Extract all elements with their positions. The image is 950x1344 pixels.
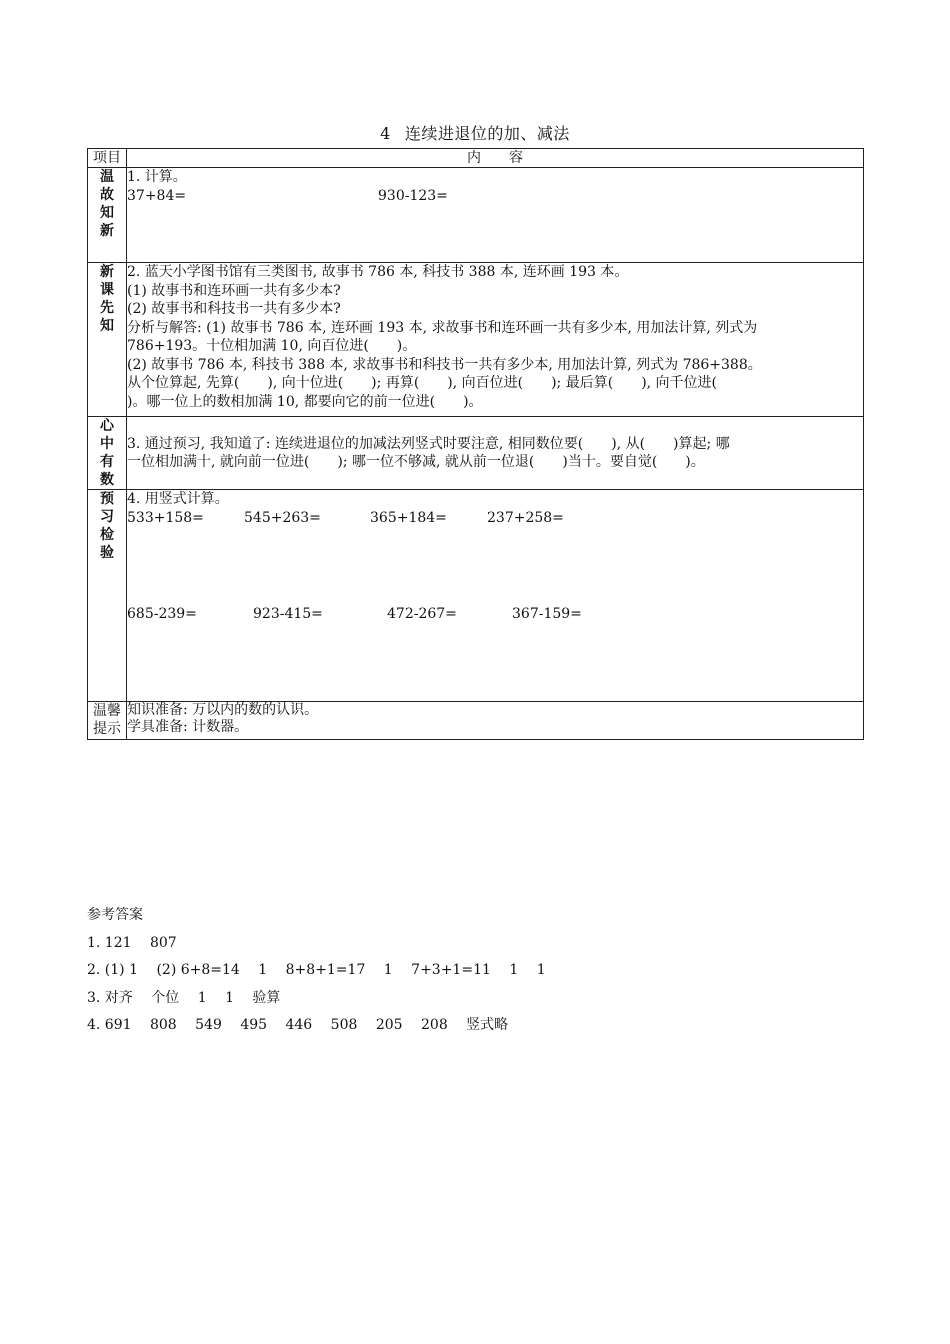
check-row-1 xyxy=(127,509,863,528)
answer-line: 2. (1) 1 (2) 6+8=14 1 8+8+1=17 1 7+3+1=11 1 1 xyxy=(87,962,546,978)
tips-content xyxy=(127,702,864,740)
check-expr: 365+184= xyxy=(370,509,447,526)
check-label: 预习检验 xyxy=(88,490,127,702)
tips-label: 温馨提示 xyxy=(88,702,127,740)
check-question: 4. 用竖式计算。 xyxy=(127,491,229,507)
preview-line: (2) 故事书和科技书一共有多少本? xyxy=(127,301,341,317)
preview-line: (2) 故事书 786 本, 科技书 388 本, 求故事书和科技书一共有多少本, 用加法计算, 列式为 786+388。 xyxy=(127,356,762,373)
preview-label: 新课先知 xyxy=(88,263,127,417)
preview-row xyxy=(88,263,864,417)
preview-content xyxy=(127,263,864,417)
review-content xyxy=(127,168,864,263)
tips-line: 学具准备: 计数器。 xyxy=(127,719,249,735)
worksheet-table xyxy=(87,148,864,740)
answer-line: 4. 691 808 549 495 446 508 205 208 竖式略 xyxy=(87,1017,509,1033)
check-row-2 xyxy=(127,605,863,624)
check-expr: 533+158= xyxy=(127,509,204,526)
title-text: 连续进退位的加、减法 xyxy=(404,124,570,143)
tips-line: 知识准备: 万以内的数的认识。 xyxy=(127,702,319,718)
review-exprs xyxy=(127,187,863,206)
check-expr: 472-267= xyxy=(387,606,457,622)
check-expr: 685-239= xyxy=(127,606,197,622)
check-expr: 923-415= xyxy=(253,606,323,622)
preview-line: 786+193。十位相加满 10, 向百位进( )。 xyxy=(127,338,417,354)
answer-line: 3. 对齐 个位 1 1 验算 xyxy=(87,989,281,1006)
check-expr: 545+263= xyxy=(244,509,321,526)
insight-row xyxy=(88,417,864,490)
answer-section xyxy=(87,902,546,1040)
review-expr-2: 930-123= xyxy=(378,187,448,204)
review-row xyxy=(88,168,864,263)
insight-line: 一位相加满十, 就向前一位进( ); 哪一位不够减, 就从前一位退( )当十。要自觉( )。 xyxy=(127,454,705,470)
review-expr-1: 37+84= xyxy=(127,187,187,204)
tips-row xyxy=(88,702,864,740)
preview-line: 分析与解答: (1) 故事书 786 本, 连环画 193 本, 求故事书和连环画一共有多少本, 用加法计算, 列式为 xyxy=(127,319,758,336)
insight-content xyxy=(127,417,864,490)
preview-line: (1) 故事书和连环画一共有多少本? xyxy=(127,282,341,299)
page-title xyxy=(0,121,950,144)
answer-line: 1. 121 807 xyxy=(87,934,177,951)
check-row xyxy=(88,490,864,702)
check-content xyxy=(127,490,864,702)
insight-label: 心中有数 xyxy=(88,417,127,490)
header-item: 项目 xyxy=(88,149,127,168)
insight-line: 3. 通过预习, 我知道了: 连续进退位的加减法列竖式时要注意, 相同数位要( ), 从( )算起; 哪 xyxy=(127,435,730,452)
check-expr: 237+258= xyxy=(487,509,564,526)
header-content: 内 容 xyxy=(127,149,864,168)
check-expr: 367-159= xyxy=(512,606,582,622)
review-question: 1. 计算。 xyxy=(127,169,187,185)
preview-line: 2. 蓝天小学图书馆有三类图书, 故事书 786 本, 科技书 388 本, 连环画 193 本。 xyxy=(127,264,629,280)
answer-heading: 参考答案 xyxy=(87,907,143,923)
table-header-row xyxy=(88,149,864,168)
preview-line: )。哪一位上的数相加满 10, 都要向它的前一位进( )。 xyxy=(127,393,483,410)
title-number: 4 xyxy=(380,124,391,143)
review-label: 温故知新 xyxy=(88,168,127,263)
preview-line: 从个位算起, 先算( ), 向十位进( ); 再算( ), 向百位进( ); 最后算( ), 向千位进( xyxy=(127,375,718,391)
